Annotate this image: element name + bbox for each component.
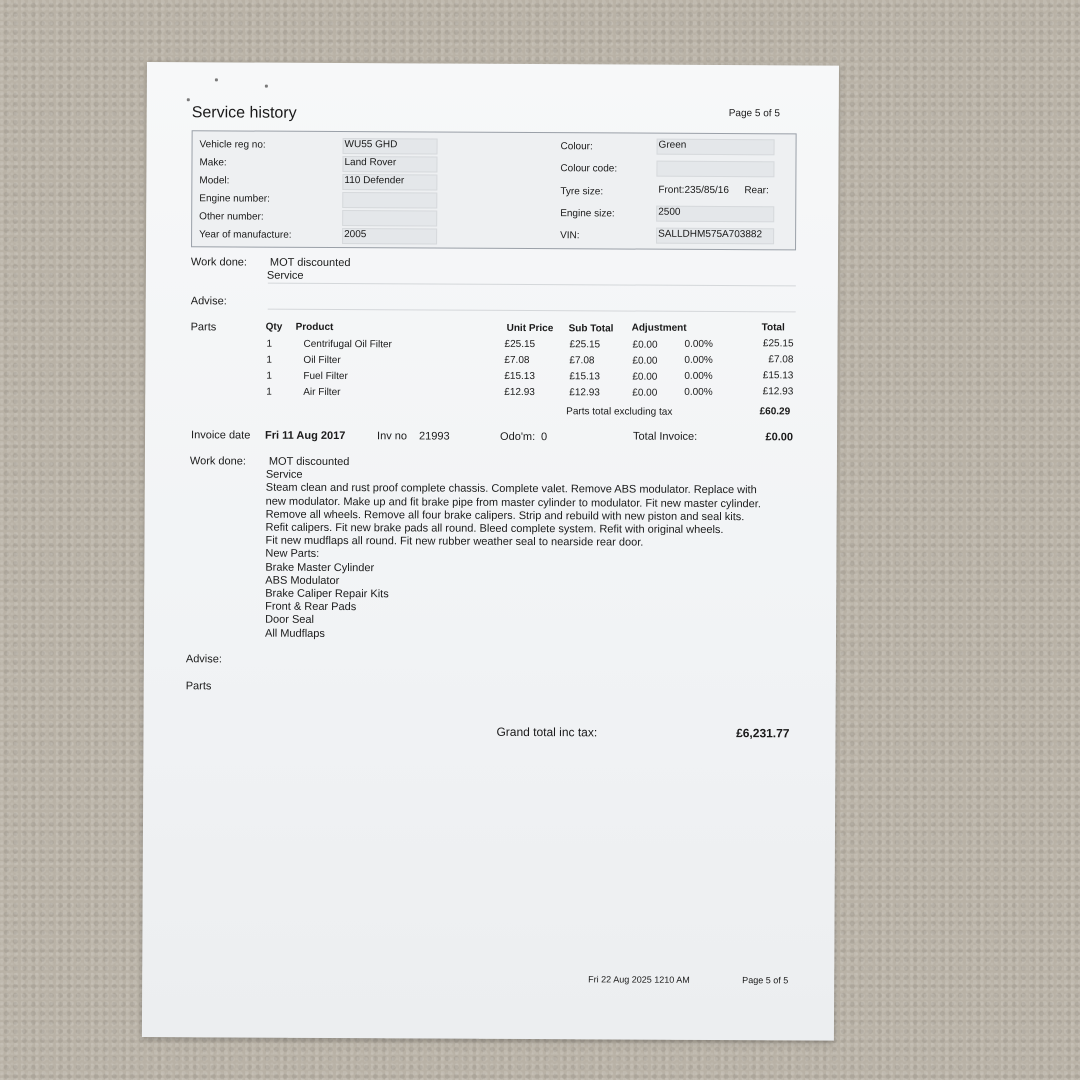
product-cell: Air Filter (303, 386, 341, 399)
unit-price-cell: £12.93 (504, 386, 535, 399)
footer-page-number: Page 5 of 5 (742, 975, 789, 986)
divider (268, 283, 796, 287)
parts-label: Parts (185, 680, 212, 693)
total-cell: £12.93 (762, 386, 794, 398)
total-cell: £7.08 (768, 354, 794, 366)
advise-label: Advise: (190, 295, 227, 308)
staple-mark (215, 78, 218, 81)
total-invoice-label: Total Invoice: (633, 430, 698, 443)
colour-code-label: Colour code: (560, 163, 618, 175)
parts-total-label: Parts total excluding tax (566, 406, 673, 418)
work-done-line: Remove all wheels. Remove all four brake calipers. Strip and rebuild with new piston and seal kits. (265, 508, 745, 523)
engine-number-label: Engine number: (199, 193, 270, 205)
product-cell: Fuel Filter (303, 370, 348, 383)
adjustment-pct-cell: 0.00% (684, 338, 713, 350)
product-cell: Oil Filter (303, 354, 341, 367)
adjustment-cell: £0.00 (632, 387, 658, 399)
adjustment-pct-cell: 0.00% (684, 370, 713, 382)
grand-total-value: £6,231.77 (736, 726, 790, 741)
product-cell: Centrifugal Oil Filter (303, 338, 392, 351)
staple-mark (187, 98, 190, 101)
odometer-value: 0 (541, 431, 548, 444)
staple-mark (265, 85, 268, 88)
vin-value: SALLDHM575A703882 (658, 228, 763, 241)
sub-total-cell: £25.15 (569, 339, 601, 351)
invoice-number: 21993 (419, 430, 450, 443)
invoice-date-label: Invoice date (191, 429, 251, 442)
work-done-line: New Parts: (265, 548, 320, 561)
invoice-date: Fri 11 Aug 2017 (265, 429, 346, 443)
year-label: Year of manufacture: (199, 229, 292, 241)
work-done-label: Work done: (190, 256, 248, 269)
qty-cell: 1 (266, 338, 273, 350)
sub-total-cell: £15.13 (569, 371, 600, 383)
sub-total-cell: £7.08 (569, 355, 595, 367)
other-number-label: Other number: (199, 211, 264, 223)
grand-total-label: Grand total inc tax: (496, 724, 598, 740)
colour-label: Colour: (560, 141, 593, 153)
col-adjustment: Adjustment (631, 322, 687, 334)
unit-price-cell: £15.13 (504, 370, 535, 383)
make-label: Make: (199, 157, 227, 169)
total-cell: £15.13 (762, 370, 794, 382)
engine-number-field (342, 192, 437, 208)
engine-size-value: 2500 (658, 206, 681, 218)
vin-label: VIN: (560, 230, 580, 242)
work-done-line: Refit calipers. Fit new brake pads all round. Bleed complete system. Refit with original wheels. (265, 521, 724, 537)
year-value: 2005 (344, 229, 367, 241)
col-sub-total: Sub Total (568, 323, 614, 335)
tyre-rear-label: Rear: (744, 185, 769, 197)
reg-label: Vehicle reg no: (199, 139, 266, 151)
work-done-line: Front & Rear Pads (265, 600, 357, 614)
adjustment-pct-cell: 0.00% (684, 386, 713, 398)
work-done-line: new modulator. Make up and fit brake pipe from master cylinder to modulator. Fit new master cylinder. (265, 495, 761, 510)
col-unit-price: Unit Price (506, 322, 554, 335)
advise-label: Advise: (185, 653, 222, 666)
page-number: Page 5 of 5 (728, 108, 780, 120)
qty-cell: 1 (266, 370, 272, 382)
model-label: Model: (199, 175, 230, 187)
engine-size-label: Engine size: (560, 208, 615, 220)
work-done-line: Steam clean and rust proof complete chassis. Complete valet. Remove ABS modulator. Replace with (265, 482, 757, 497)
model-value: 110 Defender (344, 175, 405, 187)
work-done-line: Brake Master Cylinder (265, 561, 375, 574)
work-done-line: Brake Caliper Repair Kits (265, 587, 389, 601)
work-done-description (265, 456, 761, 643)
printed-timestamp: Fri 22 Aug 2025 1210 AM (588, 974, 690, 985)
sub-total-cell: £12.93 (569, 387, 600, 399)
work-done-line: MOT discounted (268, 455, 350, 469)
total-cell: £25.15 (762, 338, 794, 350)
col-product: Product (295, 321, 334, 333)
tyre-front-value: Front:235/85/16 (658, 184, 729, 197)
page-title: Service history (191, 104, 297, 122)
odometer-label: Odo'm: (500, 430, 536, 444)
divider (268, 309, 796, 313)
adjustment-cell: £0.00 (632, 371, 658, 383)
unit-price-cell: £25.15 (504, 338, 536, 351)
adjustment-cell: £0.00 (632, 355, 658, 367)
col-qty: Qty (265, 321, 283, 333)
colour-value: Green (658, 139, 687, 151)
other-number-field (342, 210, 437, 226)
work-done-line: Door Seal (265, 614, 315, 627)
qty-cell: 1 (266, 386, 272, 398)
work-done-line: All Mudflaps (264, 627, 325, 640)
work-done-line: MOT discounted (269, 256, 351, 270)
adjustment-pct-cell: 0.00% (684, 354, 713, 366)
make-value: Land Rover (344, 157, 397, 169)
reg-value: WU55 GHD (344, 139, 398, 151)
work-done-line: Service (266, 269, 304, 282)
parts-label: Parts (190, 321, 217, 334)
adjustment-cell: £0.00 (632, 339, 658, 351)
work-done-label: Work done: (189, 455, 247, 468)
tyre-label: Tyre size: (560, 186, 604, 198)
parts-total-value: £60.29 (759, 406, 791, 418)
vehicle-details-box (191, 130, 797, 250)
work-done-line: Fit new mudflaps all round. Fit new rubber weather seal to nearside rear door. (265, 534, 644, 549)
work-done-line: Service (265, 468, 303, 482)
invoice-number-label: Inv no (377, 430, 408, 443)
qty-cell: 1 (266, 354, 273, 366)
document-page (142, 62, 839, 1041)
work-done-line: ABS Modulator (265, 574, 340, 587)
unit-price-cell: £7.08 (504, 354, 530, 367)
total-invoice-value: £0.00 (765, 431, 794, 444)
col-total: Total (761, 322, 785, 334)
colour-code-field (656, 161, 774, 178)
